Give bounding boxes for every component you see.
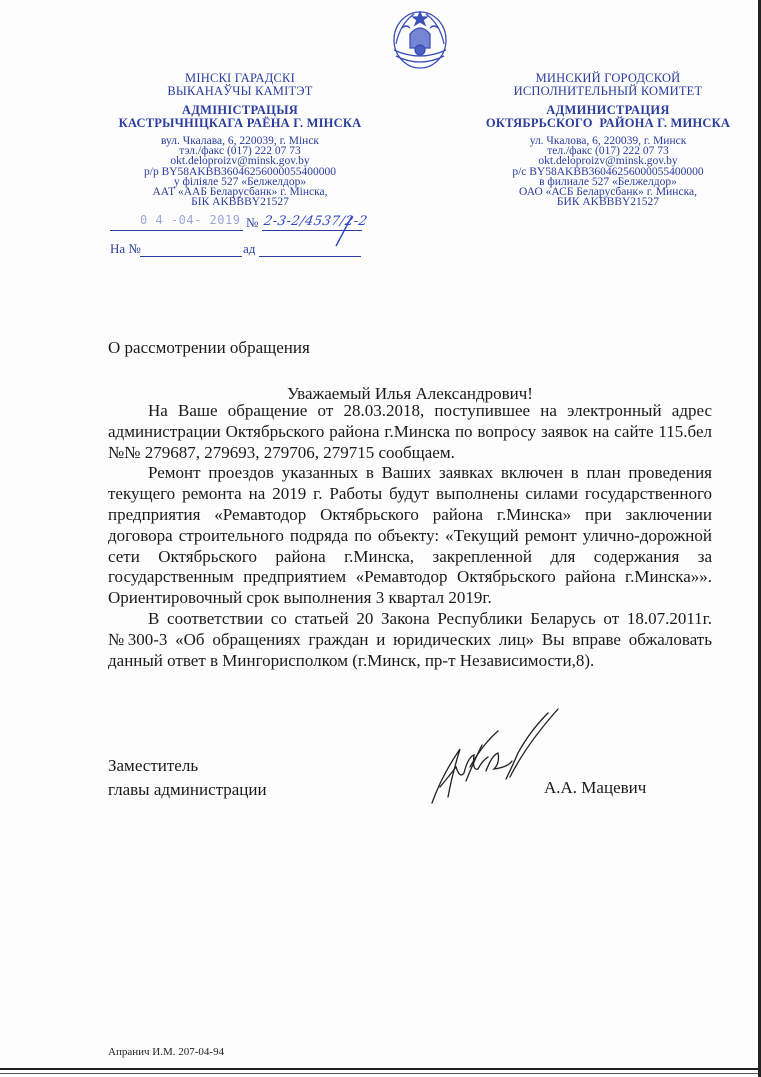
- admin-name-line2: КАСТРЫЧНІЦКАГА РАЁНА Г. МІНСКА: [118, 116, 362, 130]
- org-name-line1: МИНСКИЙ ГОРОДСКОЙ: [535, 71, 681, 85]
- address: ул. Чкалова, 6, 220039, г. Минск: [529, 135, 687, 147]
- number-label: №: [246, 215, 259, 230]
- reply-to-underline: [140, 256, 242, 257]
- executor-contact: Апранич И.М. 207-04-94: [108, 1046, 225, 1058]
- org-name-line2: ИСПОЛНИТЕЛЬНЫЙ КОМИТЕТ: [513, 84, 703, 98]
- letterhead-belarusian: [110, 72, 370, 207]
- reply-to-label: На №: [110, 241, 141, 256]
- email: okt.deloproizv@minsk.gov.by: [538, 155, 678, 168]
- address: вул. Чкалава, 6, 220039, г. Мінск: [160, 135, 320, 147]
- page-bottom-rule: [0, 1068, 758, 1070]
- page-bottom-rule-thin: [0, 1073, 758, 1074]
- body-paragraph: Ремонт проездов указанных в Ваших заявках включен в план проведения текущего ремонта на 2019 г. Работы будут выполнены силами государственного предприятия «Ремавтодор Октябрьского района г.Минска» при заключении договора строительного подряда по объекту: «Текущий ремонт улично-дорожной сети Октябрьского района г.Минска, закрепленной для содержания за государственным предприятием «Ремавтодор Октябрьского района г.Минска»». Ориентировочный срок выполнения 3 квартал 2019г.: [108, 463, 712, 608]
- handwritten-slash-mark: [330, 214, 360, 248]
- bank-name: ААТ «ААБ Беларусбанк» г. Мінска,: [152, 186, 328, 199]
- from-label: ад: [243, 241, 256, 256]
- body-paragraph: В соответствии со статьей 20 Закона Республики Беларусь от 18.07.2011г. №300-3 «Об обращениях граждан и юридических лиц» Вы вправе обжаловать данный ответ в Мингорисполком (г.Минск, пр-т Независимости,8).: [108, 608, 712, 670]
- signatory-title: [108, 754, 267, 802]
- bank-bic: БИК AKBBBY21527: [556, 196, 660, 209]
- bank-branch: у філіяле 527 «Белжелдор»: [173, 175, 307, 188]
- org-name-line2: ВЫКАНАЎЧЫ КАМІТЭТ: [167, 84, 313, 98]
- bank-account: р/с BY58AKBB36046256000055400000: [512, 165, 704, 178]
- admin-name-line2: ОКТЯБРЬСКОГО РАЙОНА Г. МИНСКА: [485, 116, 731, 130]
- signatory-title-line2: главы администрации: [108, 780, 267, 799]
- from-underline: [259, 256, 361, 257]
- signatory-title-line1: Заместитель: [108, 756, 199, 775]
- letter-body: [108, 401, 712, 671]
- admin-name-line1: АДМІНІСТРАЦЫЯ: [181, 103, 299, 117]
- date-underline: [110, 230, 243, 231]
- handwritten-reference-number: 2-3-2/4537/2-2: [262, 214, 369, 229]
- phone: тэл./факс (017) 222 07 73: [179, 145, 301, 158]
- letterhead-russian: [478, 72, 738, 207]
- body-paragraph: На Ваше обращение от 28.03.2018, поступившее на электронный адрес администрации Октябрьского района г.Минска по вопросу заявок на сайте 115.бел №№ 279687, 279693, 279706, 279715 сообщаем.: [108, 401, 712, 462]
- coat-of-arms-icon: [380, 4, 460, 72]
- admin-name-line1: АДМИНИСТРАЦИЯ: [546, 103, 670, 117]
- bank-bic: БІК AKBBBY21527: [191, 196, 289, 209]
- bank-branch: в филиале 527 «Белжелдор»: [539, 175, 677, 188]
- email: okt.deloproizv@minsk.gov.by: [170, 155, 310, 168]
- phone: тел./факс (017) 222 07 73: [547, 145, 669, 158]
- org-name-line1: МІНСКІ ГАРАДСКІ: [185, 71, 295, 85]
- signatory-name: А.А. Мацевич: [544, 778, 647, 797]
- letter-greeting: Уважаемый Илья Александрович!: [287, 384, 533, 403]
- bank-name: ОАО «АСБ Беларусбанк» г. Минска,: [519, 186, 697, 199]
- date-stamp: 0 4 -04- 2019: [140, 213, 241, 227]
- bank-account: р/р BY58AKBB36046256000055400000: [144, 165, 336, 178]
- letter-subject: О рассмотрении обращения: [108, 338, 310, 357]
